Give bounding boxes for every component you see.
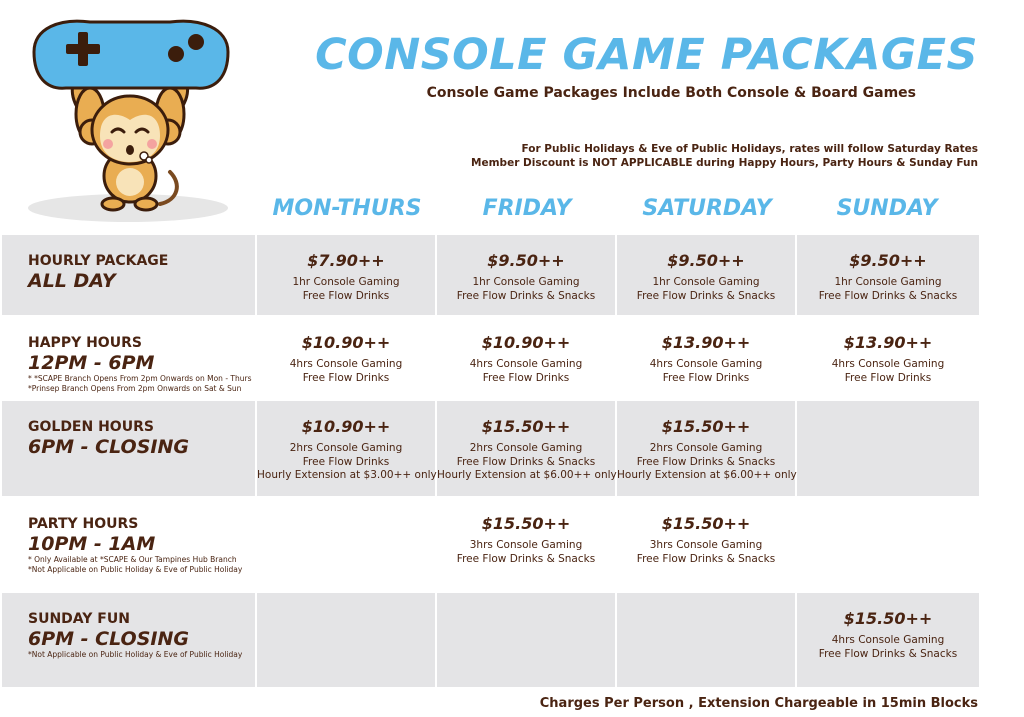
price-cell-mon-thurs-empty: [257, 593, 437, 689]
package-time: 12PM - 6PM: [28, 352, 155, 374]
package-footnote: *Prinsep Branch Opens From 2pm Onwards on Sat & Sun: [28, 384, 242, 393]
package-label: [2, 317, 257, 401]
price: $15.50++: [661, 514, 751, 533]
price: $15.50++: [481, 417, 571, 436]
package-time: 10PM - 1AM: [28, 533, 156, 555]
price: $9.50++: [667, 251, 745, 270]
package-name: HOURLY PACKAGE: [28, 253, 169, 269]
desc-line: Hourly Extension at $3.00++ only: [257, 469, 437, 481]
price-cell-friday: [437, 498, 617, 593]
package-label: [2, 235, 257, 317]
price-cell-friday-empty: [437, 593, 617, 689]
desc-line: 1hr Console Gaming: [472, 276, 580, 288]
member-discount-note: Member Discount is NOT APPLICABLE during Happy Hours, Party Hours & Sunday Fun: [471, 157, 978, 169]
package-name: HAPPY HOURS: [28, 335, 142, 351]
price-cell-mon-thurs: [257, 401, 437, 498]
desc-line: 1hr Console Gaming: [834, 276, 942, 288]
day-header-saturday: SATURDAY: [642, 196, 772, 221]
price: $13.90++: [843, 333, 933, 352]
desc-line: 1hr Console Gaming: [292, 276, 400, 288]
page-subtitle: Console Game Packages Include Both Console & Board Games: [426, 85, 916, 101]
desc-line: Free Flow Drinks & Snacks: [456, 552, 596, 565]
price-cell-friday: [437, 401, 617, 498]
desc-line: Free Flow Drinks: [302, 455, 390, 468]
price-cell-mon-thurs: [257, 317, 437, 401]
package-footnote: * *SCAPE Branch Opens From 2pm Onwards on Mon - Thurs: [28, 374, 252, 383]
desc-line: Free Flow Drinks & Snacks: [456, 455, 596, 468]
price-cell-sunday: [797, 317, 979, 401]
desc-line: Free Flow Drinks: [302, 289, 390, 302]
desc-line: Free Flow Drinks: [844, 371, 932, 384]
price: $15.50++: [481, 514, 571, 533]
package-time: 6PM - CLOSING: [28, 436, 189, 458]
price-cell-friday: [437, 317, 617, 401]
monkey-mascot-illustration: [20, 14, 240, 226]
price-cell-saturday: [617, 401, 797, 498]
package-footnote: * Only Available at *SCAPE & Our Tampines Hub Branch: [28, 555, 237, 564]
package-name: GOLDEN HOURS: [28, 419, 154, 435]
desc-line: Hourly Extension at $6.00++ only: [437, 469, 617, 481]
package-name: PARTY HOURS: [28, 516, 139, 532]
charges-footer-note: Charges Per Person , Extension Chargeable in 15min Blocks: [539, 696, 978, 711]
day-header-mon-thurs: MON-THURS: [272, 196, 422, 221]
price-cell-sunday-empty: [797, 401, 979, 498]
package-name: SUNDAY FUN: [28, 611, 130, 627]
price-cell-saturday: [617, 317, 797, 401]
package-label: [2, 498, 257, 593]
price: $10.90++: [481, 333, 571, 352]
desc-line: Free Flow Drinks: [662, 371, 750, 384]
package-label: [2, 593, 257, 689]
public-holiday-note: For Public Holidays & Eve of Public Holidays, rates will follow Saturday Rates: [521, 143, 978, 155]
desc-line: 4hrs Console Gaming: [469, 358, 583, 370]
desc-line: 3hrs Console Gaming: [469, 539, 583, 551]
desc-line: 1hr Console Gaming: [652, 276, 760, 288]
desc-line: Free Flow Drinks & Snacks: [818, 647, 958, 660]
price-cell-sunday: [797, 235, 979, 317]
package-footnote: *Not Applicable on Public Holiday & Eve of Public Holiday: [28, 650, 243, 659]
desc-line: 4hrs Console Gaming: [649, 358, 763, 370]
price-cell-sunday-empty: [797, 498, 979, 593]
price: $10.90++: [301, 417, 391, 436]
desc-line: Free Flow Drinks & Snacks: [636, 289, 776, 302]
price: $13.90++: [661, 333, 751, 352]
desc-line: Free Flow Drinks: [482, 371, 570, 384]
price: $15.50++: [843, 609, 933, 628]
desc-line: 2hrs Console Gaming: [649, 442, 763, 454]
desc-line: 2hrs Console Gaming: [289, 442, 403, 454]
day-header-friday: FRIDAY: [482, 196, 572, 221]
price: $9.50++: [487, 251, 565, 270]
desc-line: 4hrs Console Gaming: [289, 358, 403, 370]
day-header-sunday: SUNDAY: [836, 196, 938, 221]
desc-line: 4hrs Console Gaming: [831, 634, 945, 646]
package-time: 6PM - CLOSING: [28, 628, 189, 650]
price: $15.50++: [661, 417, 751, 436]
desc-line: 3hrs Console Gaming: [649, 539, 763, 551]
price: $9.50++: [849, 251, 927, 270]
price-cell-mon-thurs-empty: [257, 498, 437, 593]
price-cell-saturday: [617, 235, 797, 317]
desc-line: Free Flow Drinks: [302, 371, 390, 384]
price: $7.90++: [307, 251, 385, 270]
package-time: ALL DAY: [28, 270, 116, 292]
desc-line: Hourly Extension at $6.00++ only: [617, 469, 797, 481]
desc-line: Free Flow Drinks & Snacks: [456, 289, 596, 302]
price-cell-saturday-empty: [617, 593, 797, 689]
page-title: CONSOLE GAME PACKAGES: [315, 30, 978, 80]
price: $10.90++: [301, 333, 391, 352]
desc-line: Free Flow Drinks & Snacks: [636, 455, 776, 468]
price-cell-sunday: [797, 593, 979, 689]
desc-line: 4hrs Console Gaming: [831, 358, 945, 370]
desc-line: 2hrs Console Gaming: [469, 442, 583, 454]
package-label: [2, 401, 257, 498]
package-footnote: *Not Applicable on Public Holiday & Eve of Public Holiday: [28, 565, 243, 574]
price-cell-mon-thurs: [257, 235, 437, 317]
price-cell-saturday: [617, 498, 797, 593]
desc-line: Free Flow Drinks & Snacks: [818, 289, 958, 302]
desc-line: Free Flow Drinks & Snacks: [636, 552, 776, 565]
package-table: [2, 235, 979, 689]
price-cell-friday: [437, 235, 617, 317]
